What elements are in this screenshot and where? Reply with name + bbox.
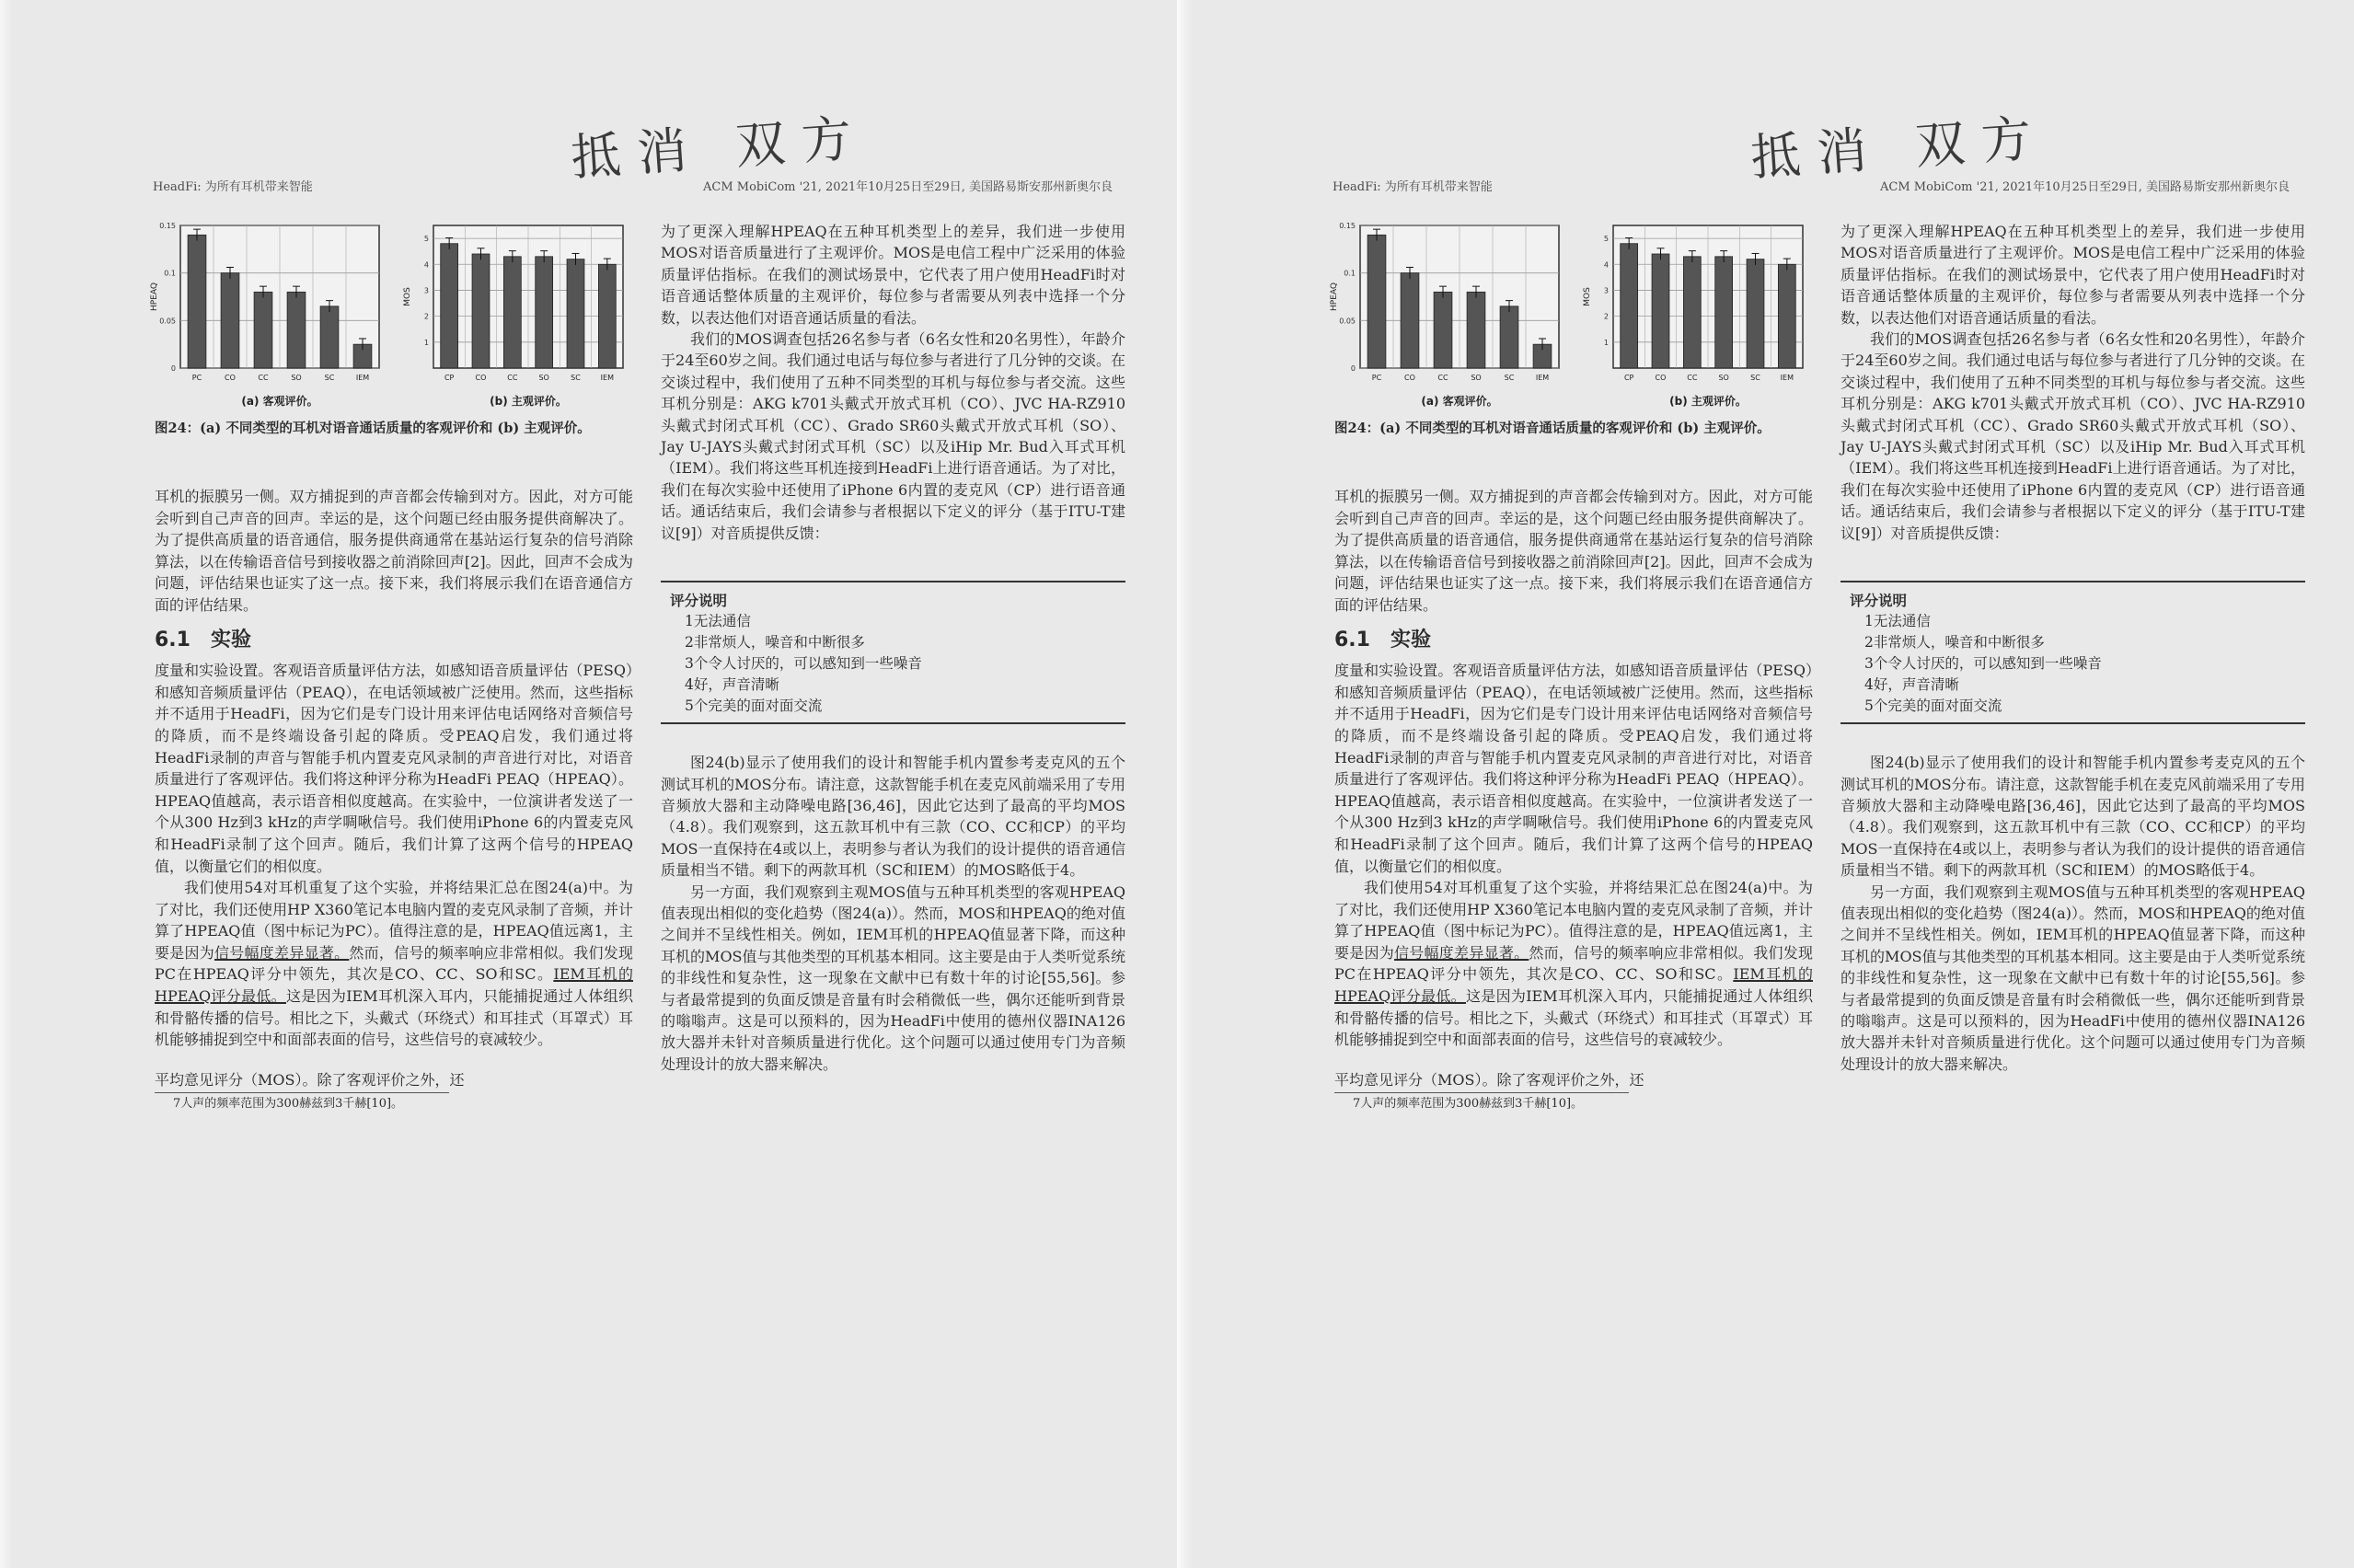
paragraph-mos: 平均意见评分（MOS）。除了客观评价之外，还 bbox=[1334, 1070, 1644, 1089]
x-tick-label: SC bbox=[571, 374, 581, 382]
rating-scale-box bbox=[661, 581, 1125, 724]
paragraph: 我们的MOS调查包括26名参与者（6名女性和20名男性），年龄介于24至60岁之间。我们通过电话与每位参与者进行了几分钟的交谈。在交谈过程中，我们使用了五种不同类型的耳机与每位参与者交流。这些耳机分别是：AKG k701头戴式开放式耳机（CO）、JVC HA-RZ910头戴式封闭式耳机（CC）、Grado SR60头戴式开放式耳机（SO）、Jay U-JAYS头戴式封闭式耳机（SC）以及iHip Mr. Bud入耳式耳机（IEM）。我们将这些耳机连接到HeadFi上进行语音通话。为了对比，我们在每次实验中还使用了iPhone 6内置的麦克风（CP）进行语音通话。通话结束后，我们会请参与者根据以下定义的评分（基于ITU-T建议[9]）对音质提供反馈： bbox=[1841, 330, 2305, 542]
paragraph: 我们的MOS调查包括26名参与者（6名女性和20名男性），年龄介于24至60岁之间。我们通过电话与每位参与者进行了几分钟的交谈。在交谈过程中，我们使用了五种不同类型的耳机与每位参与者交流。这些耳机分别是：AKG k701头戴式开放式耳机（CO）、JVC HA-RZ910头戴式封闭式耳机（CC）、Grado SR60头戴式开放式耳机（SO）、Jay U-JAYS头戴式封闭式耳机（SC）以及iHip Mr. Bud入耳式耳机（IEM）。我们将这些耳机连接到HeadFi上进行语音通话。为了对比，我们在每次实验中还使用了iPhone 6内置的麦克风（CP）进行语音通话。通话结束后，我们会请参与者根据以下定义的评分（基于ITU-T建议[9]）对音质提供反馈： bbox=[661, 330, 1125, 542]
x-tick-label: CO bbox=[1404, 374, 1415, 382]
scale-item: 5个完美的面对面交流 bbox=[1864, 698, 2002, 715]
chart-hpeaq bbox=[1327, 216, 1566, 414]
text-run: 这是因为IEM耳机深入耳内，只能捕捉通过人体组织和骨骼传播的信号。相比之下，头戴式（环绕式）和耳挂式（耳罩式）耳机能够捕捉到空中和面部表面的信号，这些信号的衰减较少。 bbox=[1334, 987, 1813, 1049]
bar bbox=[1683, 257, 1701, 368]
handwritten-annotation: 抵消 双方 bbox=[1748, 108, 2050, 188]
x-tick-label: PC bbox=[1371, 374, 1382, 382]
bar bbox=[1467, 292, 1485, 368]
bar bbox=[567, 259, 584, 368]
x-tick-label: CC bbox=[258, 374, 269, 382]
y-axis-label: HPEAQ bbox=[150, 282, 159, 311]
y-tick-label: 0.1 bbox=[164, 269, 176, 278]
rating-scale-box bbox=[1841, 581, 2305, 724]
paragraph: 耳机的振膜另一侧。双方捕捉到的声音都会传输到对方。因此，对方可能会听到自己声音的回声。幸运的是，这个问题已经由服务提供商解决了。为了提供高质量的语音通信，服务提供商通常在基站运行复杂的信号消除算法，以在传输语音信号到接收器之前消除回声[2]。因此，回声不会成为问题，评估结果也证实了这一点。接下来，我们将展示我们在语音通信方面的评估结果。 bbox=[1334, 488, 1813, 614]
figure-caption: 图24：(a) 不同类型的耳机对语音通话质量的客观评价和 (b) 主观评价。 bbox=[1334, 421, 1771, 436]
paragraph: 度量和实验设置。客观语音质量评估方法，如感知语音质量评估（PESQ）和感知音频质量评估（PEAQ），在电话领域被广泛使用。然而，这些指标并不适用于HeadFi，因为它们是专门设计用来评估电话网络对音频信号的降质，而不是终端设备引起的降质。受PEAQ启发，我们通过将HeadFi录制的声音与智能手机内置麦克风录制的声音进行对比，对语音质量进行了客观评估。我们将这种评分称为HeadFi PEAQ（HPEAQ）。HPEAQ值越高，表示语音相似度越高。在实验中，一位演讲者发送了一个从300 Hz到3 kHz的声学啁啾信号。我们使用iPhone 6的内置麦克风和HeadFi录制了这个回声。随后，我们计算了这两个信号的HPEAQ值，以衡量它们的相似度。 bbox=[1334, 662, 1813, 875]
scale-item: 4好，声音清晰 bbox=[685, 676, 779, 694]
x-tick-label: IEM bbox=[1535, 374, 1550, 382]
bar bbox=[1715, 257, 1733, 368]
y-tick-label: 0.05 bbox=[159, 317, 176, 326]
underlined-text: 信号幅度差异显著。 bbox=[214, 943, 350, 962]
bar bbox=[1652, 254, 1669, 368]
chart-sublabel: (a) 客观评价。 bbox=[1421, 395, 1498, 408]
bar bbox=[1778, 264, 1795, 368]
bar bbox=[1500, 306, 1518, 368]
bar bbox=[254, 292, 272, 368]
text-run: 然而，信号的频率响应非常相似。我们发现PC在HPEAQ评分中领先，其次是CO、CC、SO和SC。 bbox=[1334, 943, 1813, 984]
footnote: 7人声的频率范围为300赫兹到3千赫[10]。 bbox=[1334, 1092, 1629, 1115]
right-column bbox=[661, 221, 1125, 1075]
text-run: 然而，信号的频率响应非常相似。我们发现PC在HPEAQ评分中领先，其次是CO、CC、SO和SC。 bbox=[155, 943, 633, 984]
underlined-text: IEM耳机的HPEAQ评分最低。 bbox=[155, 965, 633, 1006]
y-tick-label: 0 bbox=[170, 364, 176, 373]
y-tick-label: 5 bbox=[1603, 235, 1609, 244]
bar bbox=[188, 235, 206, 368]
paragraph: 为了更深入理解HPEAQ在五种耳机类型上的差异，我们进一步使用MOS对语音质量进行了主观评价。MOS是电信工程中广泛采用的体验质量评估指标。在我们的测试场景中，它代表了用户使用HeadFi时对语音通话整体质量的主观评价，每位参与者需要从列表中选择一个分数，以表达他们对语音通话质量的看法。 bbox=[1841, 223, 2305, 327]
x-tick-label: IEM bbox=[1780, 374, 1794, 382]
x-tick-label: CP bbox=[1623, 374, 1634, 382]
paragraph: 度量和实验设置。客观语音质量评估方法，如感知语音质量评估（PESQ）和感知音频质量评估（PEAQ），在电话领域被广泛使用。然而，这些指标并不适用于HeadFi，因为它们是专门设计用来评估电话网络对音频信号的降质，而不是终端设备引起的降质。受PEAQ启发，我们通过将HeadFi录制的声音与智能手机内置麦克风录制的声音进行对比，对语音质量进行了客观评估。我们将这种评分称为HeadFi PEAQ（HPEAQ）。HPEAQ值越高，表示语音相似度越高。在实验中，一位演讲者发送了一个从300 Hz到3 kHz的声学啁啾信号。我们使用iPhone 6的内置麦克风和HeadFi录制了这个回声。随后，我们计算了这两个信号的HPEAQ值，以衡量它们的相似度。 bbox=[155, 662, 633, 875]
bar bbox=[1621, 244, 1638, 368]
section-heading: 6.1 实验 bbox=[1334, 628, 1431, 651]
y-tick-label: 3 bbox=[1603, 286, 1609, 295]
text-run: 我们使用54对耳机重复了这个实验，并将结果汇总在图24(a)中。为了对比，我们还使用HP X360笔记本电脑内置的麦克风录制了音频，并计算了HPEAQ值（图中标记为PC）。值得注意的是，HPEAQ值远离1，主要是因为 bbox=[155, 879, 633, 962]
paragraph bbox=[1334, 877, 1813, 1051]
y-tick-label: 1 bbox=[1603, 338, 1609, 347]
figure-caption: 图24：(a) 不同类型的耳机对语音通话质量的客观评价和 (b) 主观评价。 bbox=[155, 421, 591, 436]
bar bbox=[1434, 292, 1452, 368]
scale-item: 5个完美的面对面交流 bbox=[685, 698, 823, 715]
x-tick-label: CO bbox=[225, 374, 236, 382]
y-axis-label: MOS bbox=[403, 287, 412, 306]
x-tick-label: CP bbox=[444, 374, 455, 382]
scale-item: 2非常烦人，噪音和中断很多 bbox=[1864, 634, 2045, 651]
y-tick-label: 2 bbox=[1603, 312, 1609, 321]
y-tick-label: 5 bbox=[423, 235, 429, 244]
box-title: 评分说明 bbox=[1850, 592, 1908, 610]
x-tick-label: SO bbox=[1471, 374, 1482, 382]
x-tick-label: SC bbox=[1504, 374, 1515, 382]
running-header bbox=[153, 177, 1113, 199]
paper-edge bbox=[1180, 0, 1193, 1568]
y-tick-label: 2 bbox=[423, 312, 429, 321]
paragraph: 耳机的振膜另一侧。双方捕捉到的声音都会传输到对方。因此，对方可能会听到自己声音的回声。幸运的是，这个问题已经由服务提供商解决了。为了提供高质量的语音通信，服务提供商通常在基站运行复杂的信号消除算法，以在传输语音信号到接收器之前消除回声[2]。因此，回声不会成为问题，评估结果也证实了这一点。接下来，我们将展示我们在语音通信方面的评估结果。 bbox=[155, 488, 633, 614]
paper-edge bbox=[0, 0, 13, 1568]
bar bbox=[287, 292, 306, 368]
chart-sublabel: (b) 主观评价。 bbox=[490, 395, 567, 408]
y-tick-label: 0 bbox=[1350, 364, 1356, 373]
bar bbox=[1367, 235, 1386, 368]
bar bbox=[441, 244, 458, 368]
scale-item: 3个令人讨厌的，可以感知到一些噪音 bbox=[1864, 655, 2102, 673]
paragraph-mos: 平均意见评分（MOS）。除了客观评价之外，还 bbox=[155, 1070, 465, 1089]
underlined-text: 信号幅度差异显著。 bbox=[1394, 943, 1529, 962]
header-left: HeadFi: 为所有耳机带来智能 bbox=[1333, 180, 1493, 194]
left-column bbox=[1334, 486, 1813, 1115]
chart-mos bbox=[1580, 216, 1810, 414]
bar bbox=[598, 264, 616, 368]
bar bbox=[536, 257, 553, 368]
header-right: ACM MobiCom '21, 2021年10月25日至29日, 美国路易斯安那州新奥尔良 bbox=[703, 180, 1113, 194]
footnote: 7人声的频率范围为300赫兹到3千赫[10]。 bbox=[155, 1092, 449, 1115]
right-column bbox=[1841, 221, 2305, 1075]
y-tick-label: 3 bbox=[423, 286, 429, 295]
bar bbox=[472, 254, 490, 368]
y-tick-label: 0.1 bbox=[1344, 269, 1356, 278]
x-tick-label: SO bbox=[1718, 374, 1729, 382]
paragraph bbox=[155, 877, 633, 1051]
x-tick-label: CO bbox=[475, 374, 487, 382]
chart-hpeaq bbox=[147, 216, 387, 414]
chart-mos bbox=[400, 216, 630, 414]
y-tick-label: 0.15 bbox=[159, 222, 176, 230]
paragraph: 为了更深入理解HPEAQ在五种耳机类型上的差异，我们进一步使用MOS对语音质量进行了主观评价。MOS是电信工程中广泛采用的体验质量评估指标。在我们的测试场景中，它代表了用户使用HeadFi时对语音通话整体质量的主观评价，每位参与者需要从列表中选择一个分数，以表达他们对语音通话质量的看法。 bbox=[661, 223, 1125, 327]
x-tick-label: PC bbox=[191, 374, 202, 382]
handwritten-annotation: 抵消 双方 bbox=[569, 108, 871, 188]
y-axis-label: MOS bbox=[1583, 287, 1592, 306]
x-tick-label: IEM bbox=[355, 374, 370, 382]
bar bbox=[221, 273, 239, 368]
left-column bbox=[155, 486, 633, 1115]
y-tick-label: 4 bbox=[1603, 260, 1609, 270]
x-tick-label: CO bbox=[1655, 374, 1667, 382]
chart-sublabel: (b) 主观评价。 bbox=[1669, 395, 1747, 408]
x-tick-label: SC bbox=[1750, 374, 1760, 382]
y-axis-label: HPEAQ bbox=[1330, 282, 1339, 311]
x-tick-label: CC bbox=[1687, 374, 1698, 382]
header-left: HeadFi: 为所有耳机带来智能 bbox=[153, 180, 313, 194]
y-tick-label: 0.15 bbox=[1339, 222, 1356, 230]
section-heading: 6.1 实验 bbox=[155, 628, 251, 651]
x-tick-label: SC bbox=[324, 374, 335, 382]
x-tick-label: SO bbox=[291, 374, 302, 382]
text-run: 这是因为IEM耳机深入耳内，只能捕捉通过人体组织和骨骼传播的信号。相比之下，头戴式（环绕式）和耳挂式（耳罩式）耳机能够捕捉到空中和面部表面的信号，这些信号的衰减较少。 bbox=[155, 987, 633, 1049]
scale-item: 4好，声音清晰 bbox=[1864, 676, 1959, 694]
bar bbox=[320, 306, 339, 368]
y-tick-label: 4 bbox=[423, 260, 429, 270]
underlined-text: IEM耳机的HPEAQ评分最低。 bbox=[1334, 965, 1813, 1006]
y-tick-label: 0.05 bbox=[1339, 317, 1356, 326]
running-header bbox=[1333, 177, 2290, 199]
text-run: 我们使用54对耳机重复了这个实验，并将结果汇总在图24(a)中。为了对比，我们还使用HP X360笔记本电脑内置的麦克风录制了音频，并计算了HPEAQ值（图中标记为PC）。值得注意的是，HPEAQ值远离1，主要是因为 bbox=[1334, 879, 1813, 962]
x-tick-label: CC bbox=[1437, 374, 1448, 382]
paragraph: 图24(b)显示了使用我们的设计和智能手机内置参考麦克风的五个测试耳机的MOS分布。请注意，这款智能手机在麦克风前端采用了专用音频放大器和主动降噪电路[36,46]，因此它达到了最高的平均MOS（4.8）。我们观察到，这五款耳机中有三款（CO、CC和CP）的平均MOS一直保持在4或以上，表明参与者认为我们的设计提供的语音通信质量相当不错。剩下的两款耳机（SC和IEM）的MOS略低于4。 bbox=[661, 754, 1125, 880]
header-right: ACM MobiCom '21, 2021年10月25日至29日, 美国路易斯安那州新奥尔良 bbox=[1880, 180, 2290, 194]
x-tick-label: IEM bbox=[600, 374, 614, 382]
paragraph: 图24(b)显示了使用我们的设计和智能手机内置参考麦克风的五个测试耳机的MOS分布。请注意，这款智能手机在麦克风前端采用了专用音频放大器和主动降噪电路[36,46]，因此它达到了最高的平均MOS（4.8）。我们观察到，这五款耳机中有三款（CO、CC和CP）的平均MOS一直保持在4或以上，表明参与者认为我们的设计提供的语音通信质量相当不错。剩下的两款耳机（SC和IEM）的MOS略低于4。 bbox=[1841, 754, 2305, 880]
y-tick-label: 1 bbox=[423, 338, 429, 347]
x-tick-label: CC bbox=[507, 374, 518, 382]
bar bbox=[1747, 259, 1764, 368]
bar bbox=[503, 257, 521, 368]
paragraph: 另一方面，我们观察到主观MOS值与五种耳机类型的客观HPEAQ值表现出相似的变化趋势（图24(a)）。然而，MOS和HPEAQ的绝对值之间并不呈线性相关。例如，IEM耳机的HPEAQ值显著下降，而这种耳机的MOS值与其他类型的耳机基本相同。这主要是由于人类听觉系统的非线性和复杂性，这一现象在文献中已有数十年的讨论[55,56]。参与者最常提到的负面反馈是音量有时会稍微低一些，偶尔还能听到背景的嗡嗡声。这是可以预料的，因为HeadFi中使用的德州仪器INA126放大器并未针对音频质量进行优化。这个问题可以通过使用专门为音频处理设计的放大器来解决。 bbox=[1841, 882, 2305, 1073]
scale-item: 1无法通信 bbox=[685, 613, 751, 630]
scale-item: 3个令人讨厌的，可以感知到一些噪音 bbox=[685, 655, 922, 673]
chart-sublabel: (a) 客观评价。 bbox=[241, 395, 318, 408]
x-tick-label: SO bbox=[538, 374, 549, 382]
box-title: 评分说明 bbox=[670, 592, 728, 610]
scale-item: 1无法通信 bbox=[1864, 613, 1931, 630]
scale-item: 2非常烦人，噪音和中断很多 bbox=[685, 634, 865, 651]
bar bbox=[1401, 273, 1419, 368]
page-right-duplicate bbox=[1177, 0, 2354, 1568]
paragraph: 另一方面，我们观察到主观MOS值与五种耳机类型的客观HPEAQ值表现出相似的变化趋势（图24(a)）。然而，MOS和HPEAQ的绝对值之间并不呈线性相关。例如，IEM耳机的HPEAQ值显著下降，而这种耳机的MOS值与其他类型的耳机基本相同。这主要是由于人类听觉系统的非线性和复杂性，这一现象在文献中已有数十年的讨论[55,56]。参与者最常提到的负面反馈是音量有时会稍微低一些，偶尔还能听到背景的嗡嗡声。这是可以预料的，因为HeadFi中使用的德州仪器INA126放大器并未针对音频质量进行优化。这个问题可以通过使用专门为音频处理设计的放大器来解决。 bbox=[661, 882, 1125, 1073]
